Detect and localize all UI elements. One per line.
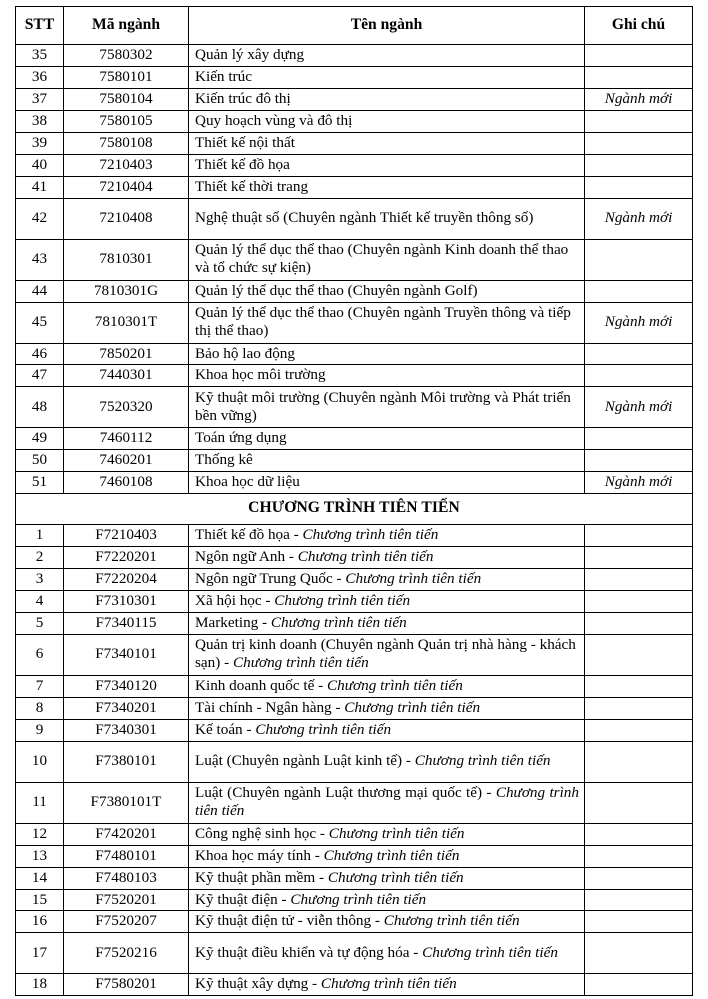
- cell-major-code: 7210404: [64, 176, 189, 198]
- cell-major-name: [189, 719, 585, 741]
- major-name-text: Quản lý thể dục thể thao (Chuyên ngành Kinh doanh thể thao và tổ chức sự kiện): [195, 241, 569, 277]
- cell-major-code: F7580201: [64, 974, 189, 996]
- cell-note: [585, 845, 693, 867]
- cell-major-code: F7310301: [64, 591, 189, 613]
- cell-major-name: [189, 302, 585, 343]
- table-row: [16, 569, 693, 591]
- cell-major-code: F7480101: [64, 845, 189, 867]
- major-name-text: Kỹ thuật phần mềm -: [195, 868, 328, 886]
- cell-stt: 37: [16, 88, 64, 110]
- cell-stt: 36: [16, 66, 64, 88]
- cell-note: [585, 933, 693, 974]
- major-name-text: Luật (Chuyên ngành Luật thương mại quốc tế) -: [195, 784, 496, 802]
- table-row: [16, 547, 693, 569]
- cell-major-code: F7340301: [64, 719, 189, 741]
- table-row: [16, 154, 693, 176]
- major-name-text: Thiết kế thời trang: [195, 177, 309, 195]
- cell-stt: 2: [16, 547, 64, 569]
- major-name-text: Khoa học môi trường: [195, 366, 326, 384]
- major-name-text: Kỹ thuật môi trường (Chuyên ngành Môi trường và Phát triển bền vững): [195, 388, 571, 424]
- cell-major-code: F7340115: [64, 612, 189, 634]
- table-row: [16, 823, 693, 845]
- table-row: [16, 974, 693, 996]
- cell-note: Ngành mới: [585, 88, 693, 110]
- cell-major-name: [189, 889, 585, 911]
- cell-major-name: [189, 612, 585, 634]
- cell-major-name: [189, 634, 585, 675]
- column-header-name: Tên ngành: [189, 7, 585, 45]
- cell-note: [585, 911, 693, 933]
- major-name-text: Quản trị kinh doanh (Chuyên ngành Quản trị nhà hàng - khách sạn) -: [195, 636, 576, 672]
- cell-note: Ngành mới: [585, 302, 693, 343]
- cell-major-code: 7460108: [64, 472, 189, 494]
- major-name-program-suffix: Chương trình tiên tiến: [255, 720, 392, 738]
- cell-stt: 39: [16, 132, 64, 154]
- major-name-text: Thiết kế đồ họa -: [195, 526, 303, 544]
- major-name-text: Ngôn ngữ Trung Quốc -: [195, 570, 346, 588]
- cell-major-code: 7580105: [64, 110, 189, 132]
- cell-major-code: F7520207: [64, 911, 189, 933]
- cell-note: [585, 280, 693, 302]
- major-name-text: Xã hội học -: [195, 592, 275, 609]
- table-row: [16, 472, 693, 494]
- cell-major-name: [189, 741, 585, 782]
- cell-note: [585, 719, 693, 741]
- major-name-text: Tài chính - Ngân hàng -: [195, 698, 345, 716]
- section-title-advanced-program: CHƯƠNG TRÌNH TIÊN TIẾN: [16, 494, 693, 525]
- cell-major-name: [189, 547, 585, 569]
- major-name-program-suffix: Chương trình tiên tiến: [383, 912, 520, 930]
- cell-major-code: F7520201: [64, 889, 189, 911]
- cell-note: [585, 428, 693, 450]
- major-name-text: Kiến trúc: [195, 67, 252, 85]
- cell-major-name: [189, 198, 585, 239]
- cell-major-name: [189, 428, 585, 450]
- cell-stt: 11: [16, 782, 64, 823]
- table-row: [16, 612, 693, 634]
- cell-note: [585, 176, 693, 198]
- cell-major-code: 7850201: [64, 343, 189, 365]
- major-name-text: Thiết kế đồ họa: [195, 155, 290, 173]
- table-row: [16, 239, 693, 280]
- cell-major-name: [189, 110, 585, 132]
- cell-major-code: 7460112: [64, 428, 189, 450]
- cell-major-code: F7210403: [64, 525, 189, 547]
- cell-major-code: 7580302: [64, 45, 189, 67]
- cell-major-code: F7480103: [64, 867, 189, 889]
- table-row: [16, 525, 693, 547]
- cell-stt: 42: [16, 198, 64, 239]
- cell-major-code: 7210403: [64, 154, 189, 176]
- cell-stt: 43: [16, 239, 64, 280]
- cell-note: [585, 450, 693, 472]
- cell-major-code: F7220204: [64, 569, 189, 591]
- cell-major-name: [189, 867, 585, 889]
- cell-note: [585, 741, 693, 782]
- cell-note: [585, 823, 693, 845]
- major-name-program-suffix: Chương trình tiên tiến: [344, 698, 481, 716]
- major-name-text: Luật (Chuyên ngành Luật kinh tế) -: [195, 752, 415, 770]
- cell-stt: 6: [16, 634, 64, 675]
- cell-major-code: F7420201: [64, 823, 189, 845]
- table-row: [16, 302, 693, 343]
- table-row: [16, 176, 693, 198]
- cell-note: [585, 782, 693, 823]
- cell-major-code: F7220201: [64, 547, 189, 569]
- table-row: [16, 450, 693, 472]
- cell-stt: 12: [16, 823, 64, 845]
- major-name-text: Thiết kế nội thất: [195, 133, 295, 151]
- table-row: [16, 591, 693, 613]
- cell-major-code: F7340201: [64, 697, 189, 719]
- cell-major-name: [189, 176, 585, 198]
- table-row: [16, 782, 693, 823]
- cell-stt: 5: [16, 612, 64, 634]
- section-title-row: [16, 494, 693, 525]
- major-name-program-suffix: Chương trình tiên tiến: [328, 824, 465, 842]
- major-name-text: Bảo hộ lao động: [195, 344, 295, 362]
- cell-major-code: F7340120: [64, 675, 189, 697]
- major-name-text: Nghệ thuật số (Chuyên ngành Thiết kế truyền thông số): [195, 209, 534, 227]
- table-body: [16, 45, 693, 996]
- cell-major-name: [189, 782, 585, 823]
- cell-major-code: 7210408: [64, 198, 189, 239]
- cell-stt: 18: [16, 974, 64, 996]
- cell-major-name: [189, 45, 585, 67]
- cell-note: [585, 867, 693, 889]
- major-name-text: Công nghệ sinh học -: [195, 824, 329, 842]
- table-row: [16, 634, 693, 675]
- cell-stt: 9: [16, 719, 64, 741]
- cell-major-name: [189, 343, 585, 365]
- cell-major-name: [189, 911, 585, 933]
- major-name-program-suffix: Chương trình tiên tiến: [297, 548, 434, 566]
- table-row: [16, 198, 693, 239]
- cell-stt: 13: [16, 845, 64, 867]
- cell-stt: 44: [16, 280, 64, 302]
- cell-major-code: 7440301: [64, 365, 189, 387]
- column-header-note: Ghi chú: [585, 7, 693, 45]
- cell-major-code: 7580101: [64, 66, 189, 88]
- table-row: [16, 343, 693, 365]
- table-row: [16, 845, 693, 867]
- cell-stt: 14: [16, 867, 64, 889]
- cell-major-code: 7810301: [64, 239, 189, 280]
- cell-major-name: [189, 933, 585, 974]
- cell-major-code: 7460201: [64, 450, 189, 472]
- cell-stt: 8: [16, 697, 64, 719]
- major-name-text: Khoa học dữ liệu: [195, 473, 300, 491]
- major-name-program-suffix: Chương trình tiên tiến: [327, 676, 463, 694]
- table-row: [16, 45, 693, 67]
- cell-major-name: [189, 66, 585, 88]
- major-name-program-suffix: Chương trình tiên tiến: [422, 943, 558, 961]
- table-row: [16, 867, 693, 889]
- table-row: [16, 675, 693, 697]
- cell-major-code: 7810301T: [64, 302, 189, 343]
- cell-note: Ngành mới: [585, 472, 693, 494]
- cell-major-name: [189, 154, 585, 176]
- cell-stt: 38: [16, 110, 64, 132]
- table-row: [16, 280, 693, 302]
- major-name-text: Quản lý thể dục thể thao (Chuyên ngành Golf): [195, 281, 478, 299]
- cell-stt: 46: [16, 343, 64, 365]
- cell-note: [585, 45, 693, 67]
- cell-major-name: [189, 974, 585, 996]
- major-name-text: Quản lý xây dựng: [195, 46, 305, 63]
- major-name-program-suffix: Chương trình tiên tiến: [274, 592, 411, 609]
- table-row: [16, 933, 693, 974]
- table-row: [16, 719, 693, 741]
- major-name-text: Quy hoạch vùng và đô thị: [195, 111, 353, 129]
- cell-major-name: [189, 591, 585, 613]
- major-name-text: Ngôn ngữ Anh -: [195, 548, 298, 566]
- cell-major-name: [189, 525, 585, 547]
- cell-note: [585, 66, 693, 88]
- table-row: [16, 88, 693, 110]
- major-name-program-suffix: Chương trình tiên tiến: [195, 784, 579, 820]
- cell-major-name: [189, 569, 585, 591]
- major-name-program-suffix: Chương trình tiên tiến: [290, 890, 427, 908]
- major-name-program-suffix: Chương trình tiên tiến: [232, 654, 369, 672]
- major-name-text: Kỹ thuật điều khiển và tự động hóa -: [195, 943, 423, 961]
- cell-stt: 4: [16, 591, 64, 613]
- cell-major-code: F7380101T: [64, 782, 189, 823]
- cell-major-name: [189, 239, 585, 280]
- cell-note: [585, 591, 693, 613]
- cell-major-name: [189, 845, 585, 867]
- cell-major-name: [189, 387, 585, 428]
- major-name-text: Kỹ thuật xây dựng -: [195, 975, 321, 993]
- cell-major-code: 7810301G: [64, 280, 189, 302]
- cell-major-name: [189, 88, 585, 110]
- cell-note: [585, 675, 693, 697]
- cell-note: [585, 634, 693, 675]
- cell-note: [585, 154, 693, 176]
- table-row: [16, 66, 693, 88]
- cell-stt: 47: [16, 365, 64, 387]
- major-name-text: Toán ứng dụng: [195, 429, 287, 447]
- cell-stt: 51: [16, 472, 64, 494]
- major-name-text: Kỹ thuật điện tử - viễn thông -: [195, 912, 384, 930]
- major-name-text: Kinh doanh quốc tế -: [195, 676, 328, 694]
- cell-major-name: [189, 365, 585, 387]
- cell-note: Ngành mới: [585, 198, 693, 239]
- cell-note: [585, 612, 693, 634]
- cell-stt: 49: [16, 428, 64, 450]
- cell-note: Ngành mới: [585, 387, 693, 428]
- cell-stt: 17: [16, 933, 64, 974]
- major-name-text: Quản lý thể dục thể thao (Chuyên ngành Truyền thông và tiếp thị thể thao): [195, 304, 571, 339]
- cell-note: [585, 889, 693, 911]
- table-row: [16, 741, 693, 782]
- cell-major-code: F7340101: [64, 634, 189, 675]
- major-name-text: Marketing -: [195, 613, 271, 631]
- cell-stt: 1: [16, 525, 64, 547]
- cell-major-code: F7380101: [64, 741, 189, 782]
- table-row: [16, 387, 693, 428]
- cell-major-code: F7520216: [64, 933, 189, 974]
- table-row: [16, 889, 693, 911]
- cell-stt: 41: [16, 176, 64, 198]
- cell-major-code: 7580108: [64, 132, 189, 154]
- table-row: [16, 911, 693, 933]
- majors-table: [15, 6, 693, 996]
- major-name-text: Khoa học máy tính -: [195, 846, 324, 864]
- major-name-program-suffix: Chương trình tiên tiến: [414, 752, 551, 770]
- cell-major-name: [189, 675, 585, 697]
- major-name-program-suffix: Chương trình tiên tiến: [345, 570, 482, 588]
- cell-major-name: [189, 450, 585, 472]
- major-name-program-suffix: Chương trình tiên tiến: [327, 868, 464, 886]
- cell-note: [585, 110, 693, 132]
- major-name-text: Kỹ thuật điện -: [195, 890, 291, 908]
- cell-stt: 3: [16, 569, 64, 591]
- cell-major-name: [189, 280, 585, 302]
- cell-stt: 7: [16, 675, 64, 697]
- cell-major-name: [189, 697, 585, 719]
- cell-note: [585, 974, 693, 996]
- table-row: [16, 428, 693, 450]
- cell-major-code: 7520320: [64, 387, 189, 428]
- cell-note: [585, 547, 693, 569]
- cell-stt: 50: [16, 450, 64, 472]
- cell-major-name: [189, 472, 585, 494]
- cell-note: [585, 569, 693, 591]
- table-header-row: [16, 7, 693, 45]
- cell-note: [585, 239, 693, 280]
- cell-note: [585, 525, 693, 547]
- major-name-program-suffix: Chương trình tiên tiến: [270, 613, 407, 631]
- table-row: [16, 132, 693, 154]
- table-row: [16, 110, 693, 132]
- cell-stt: 40: [16, 154, 64, 176]
- table-header: [16, 7, 693, 45]
- cell-note: [585, 132, 693, 154]
- cell-note: [585, 343, 693, 365]
- column-header-code: Mã ngành: [64, 7, 189, 45]
- cell-stt: 15: [16, 889, 64, 911]
- major-name-text: Thống kê: [195, 451, 253, 469]
- cell-major-name: [189, 823, 585, 845]
- cell-stt: 10: [16, 741, 64, 782]
- cell-note: [585, 365, 693, 387]
- cell-major-name: [189, 132, 585, 154]
- cell-note: [585, 697, 693, 719]
- table-row: [16, 365, 693, 387]
- table-row: [16, 697, 693, 719]
- cell-stt: 48: [16, 387, 64, 428]
- major-name-text: Kế toán -: [195, 720, 256, 738]
- major-name-text: Kiến trúc đô thị: [195, 89, 291, 107]
- column-header-stt: STT: [16, 7, 64, 45]
- cell-stt: 16: [16, 911, 64, 933]
- cell-stt: 35: [16, 45, 64, 67]
- major-name-program-suffix: Chương trình tiên tiến: [323, 846, 460, 864]
- major-name-program-suffix: Chương trình tiên tiến: [320, 975, 457, 993]
- cell-major-code: 7580104: [64, 88, 189, 110]
- cell-stt: 45: [16, 302, 64, 343]
- major-name-program-suffix: Chương trình tiên tiến: [302, 526, 439, 544]
